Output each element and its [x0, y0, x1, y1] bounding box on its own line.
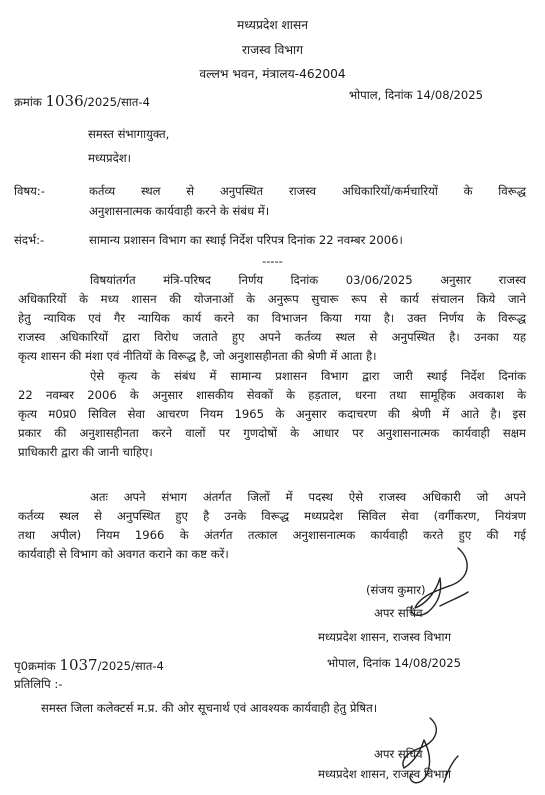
p2-line-3: कृत्य म0प्र0 सिविल सेवा आचरण नियम 1965 के अनुसार कदाचरण की श्रेणी में आते है। इस	[18, 407, 526, 421]
copy-text: समस्त जिला कलेक्टर्स म.प्र. की ओर सूचनार्थ एवं आवश्यक कार्यवाही हेतु प्रेषित।	[41, 701, 378, 715]
reference-text: सामान्य प्रशासन विभाग का स्थाई निर्देश परिपत्र दिनांक 22 नवम्बर 2006।	[89, 233, 403, 247]
p1-line-1: विषयांतर्गत मंत्रि-परिषद निर्णय दिनांक 03/06/2025 अनुसार राजस्व	[90, 273, 526, 287]
ref-prefix: क्रमांक	[14, 95, 42, 109]
copy-label: प्रतिलिपि :-	[14, 677, 63, 691]
p2-line-5: प्राधिकारी द्वारा की जानी चाहिए।	[18, 445, 153, 459]
subject-line-1: कर्तव्य स्थल से अनुपस्थित राजस्व अधिकारियों/कर्मचारियों के विरूद्ध	[89, 184, 526, 198]
p2-line-1: ऐसे कृत्य के संबंध में सामान्य प्रशासन विभाग द्वारा जारी स्थाई निर्देश दिनांक	[90, 369, 526, 383]
header-line-2: राजस्व विभाग	[241, 43, 304, 57]
p1-line-5: कृत्य शासन की मंशा एवं नीतियों के विरूद्ध है, जो अनुशासहीनता की श्रेणी में आता है।	[18, 349, 377, 363]
ref2-prefix: पृ0क्रमांक	[14, 659, 56, 673]
ref2-suffix: /2025/सात-4	[97, 659, 164, 673]
ref2-handwritten-number: 1037	[59, 656, 98, 674]
p1-line-2: अधिकारियों के मध्य शासन की योजनाओं के अनुरूप सुचारू रूप से कार्य संचालन किये जाने	[18, 292, 526, 306]
p3-line-4: कार्यवाही से विभाग को अवगत कराने का कष्ट करें।	[18, 547, 229, 561]
p3-line-1: अतः अपने संभाग अंतर्गत जिलों में पदस्थ ऐसे राजस्व अधिकारी जो अपने	[90, 490, 526, 504]
p2-line-4: प्रकार की अनुशासहीनता करने वालों पर गुणदोषों के आधार पर अनुशासनात्मक कार्यवाही सक्षम	[18, 426, 526, 440]
signature-1-stroke	[411, 548, 467, 615]
p2-line-2: 22 नवम्बर 2006 के अनुसार शासकीय सेवकों के हड़ताल, धरना तथा सामूहिक अवकाश के	[18, 388, 526, 402]
addressee-line-2: मध्यप्रदेश।	[88, 151, 132, 165]
ref-handwritten-number: 1036	[45, 92, 84, 110]
signatory2-designation: अपर सचिव	[374, 747, 423, 761]
subject-line-2: अनुशासनात्मक कार्यवाही करने के संबंध में।	[89, 204, 270, 218]
signature-2-tail	[444, 756, 458, 782]
p1-line-3: हेतु न्यायिक एवं गैर न्यायिक कार्य करने का विभाजन किया गया है। उक्त निर्णय के विरूद्ध	[18, 311, 526, 325]
p3-line-2: कर्तव्य स्थल से अनुपस्थित हुए है उनके विरूद्ध मध्यप्रदेश सिविल सेवा (वर्गीकरण, नियंत्रण	[18, 509, 526, 523]
reference-label: संदर्भ:-	[14, 233, 45, 247]
signatory-designation: अपर सचिव	[374, 606, 423, 620]
signature-1-tail	[440, 592, 468, 606]
signature-2-stroke	[403, 718, 436, 783]
signatory-office: मध्यप्रदेश शासन, राजस्व विभाग	[318, 630, 451, 644]
header-line-3: वल्लभ भवन, मंत्रालय-462004	[199, 67, 346, 81]
signatory-name: (संजय कुमार)	[366, 583, 426, 597]
p1-line-4: राजस्व अधिकारियों द्वारा विरोध जताते हुए अपने कर्तव्य स्थल से अनुपस्थित है। उनका यह	[18, 330, 526, 344]
p3-line-3: तथा अपील) नियम 1966 के अंतर्गत तत्काल अनुशासनात्मक कार्यवाही करते हुए की गई	[18, 528, 526, 542]
header-line-1: मध्यप्रदेश शासन	[237, 18, 308, 32]
addressee-line-1: समस्त संभागायुक्त,	[88, 127, 170, 141]
signatory2-office: मध्यप्रदेश शासन, राजस्व विभाग	[318, 767, 451, 781]
ref-date-2: भोपाल, दिनांक 14/08/2025	[327, 656, 461, 670]
separator: -----	[262, 254, 283, 268]
subject-label: विषय:-	[14, 184, 45, 198]
ref-date-1: भोपाल, दिनांक 14/08/2025	[349, 88, 483, 102]
ref-suffix: /2025/सात-4	[83, 95, 150, 109]
